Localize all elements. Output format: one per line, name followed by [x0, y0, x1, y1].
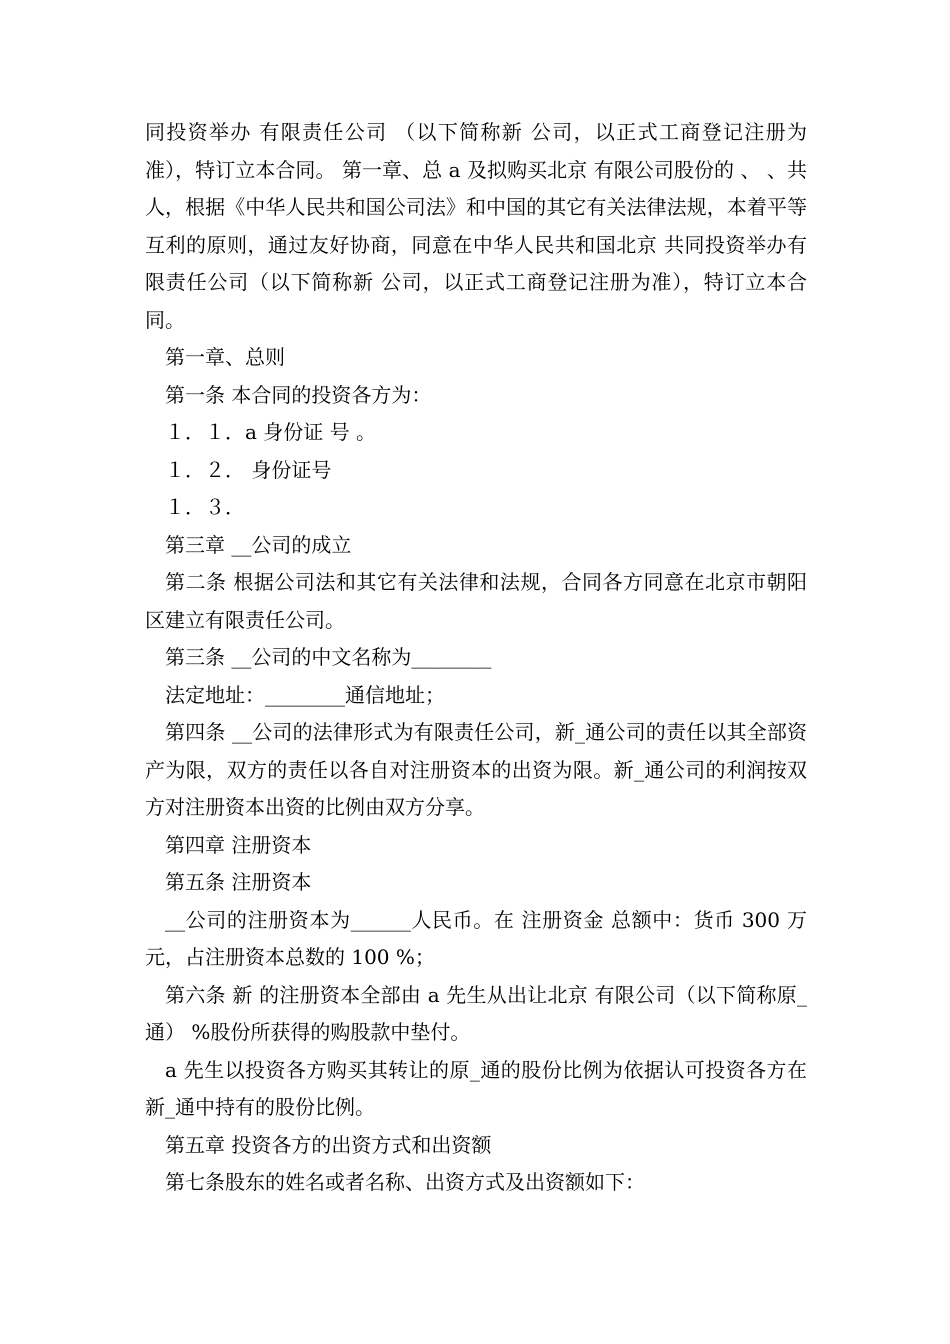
- chapter-heading-4: 第四章 注册资本: [165, 832, 312, 857]
- article-7: 第七条股东的姓名或者名称、出资方式及出资额如下：: [165, 1170, 645, 1194]
- article-4: 第四条 __公司的法律形式为有限责任公司，新_通公司的责任以其全部资产为限，双方的责任以各自对注册资本的出资为限。新_通公司的利润按双方对注册资本出资的比例由双方分享。: [145, 720, 807, 819]
- article-1: 第一条 本合同的投资各方为：: [165, 382, 432, 407]
- registered-capital-paragraph: __公司的注册资本为______人民币。在 注册资金 总额中：货币 300 万元，占注册资本总数的 100 %；: [145, 907, 807, 969]
- document-page: [145, 114, 814, 1202]
- chapter-heading-3: 第三章 __公司的成立: [165, 532, 352, 557]
- list-item-1-3: １．３．: [165, 495, 245, 519]
- chapter-heading-1: 第一章、总则: [165, 345, 285, 369]
- share-ratio-paragraph: a 先生以投资各方购买其转让的原_通的股份比例为依据认可投资各方在新_通中持有的股份比例。: [145, 1057, 807, 1119]
- list-item-1-2: １．２． 身份证号: [165, 457, 332, 482]
- legal-address-line: 法定地址：________通信地址；: [165, 682, 445, 707]
- chapter-heading-5: 第五章 投资各方的出资方式和出资额: [165, 1132, 492, 1157]
- article-5: 第五条 注册资本: [165, 870, 312, 894]
- article-3: 第三条 __公司的中文名称为________: [165, 645, 492, 669]
- article-6: 第六条 新 的注册资本全部由 a 先生从出让北京 有限公司（以下简称原_通） %股份所获得的购股款中垫付。: [145, 982, 807, 1044]
- article-2: 第二条 根据公司法和其它有关法律和法规，合同各方同意在北京市朝阳区建立有限责任公司。: [145, 570, 807, 632]
- paragraph-preamble: 同投资举办 有限责任公司 （以下简称新 公司，以正式工商登记注册为准），特订立本合同。 第一章、总 a 及拟购买北京 有限公司股份的 、 、共 人，根据《中华人民共和国公司法》和中国的其它有关法律法规，本着平等互利的原则，通过友好协商，同意在中华人民共和国北京 共同投资举办有限责任公司（以下简称新 公司，以正式工商登记注册为准），特订立本合同。: [145, 120, 814, 332]
- list-item-1-1: １．１．a 身份证 号 。: [165, 420, 376, 444]
